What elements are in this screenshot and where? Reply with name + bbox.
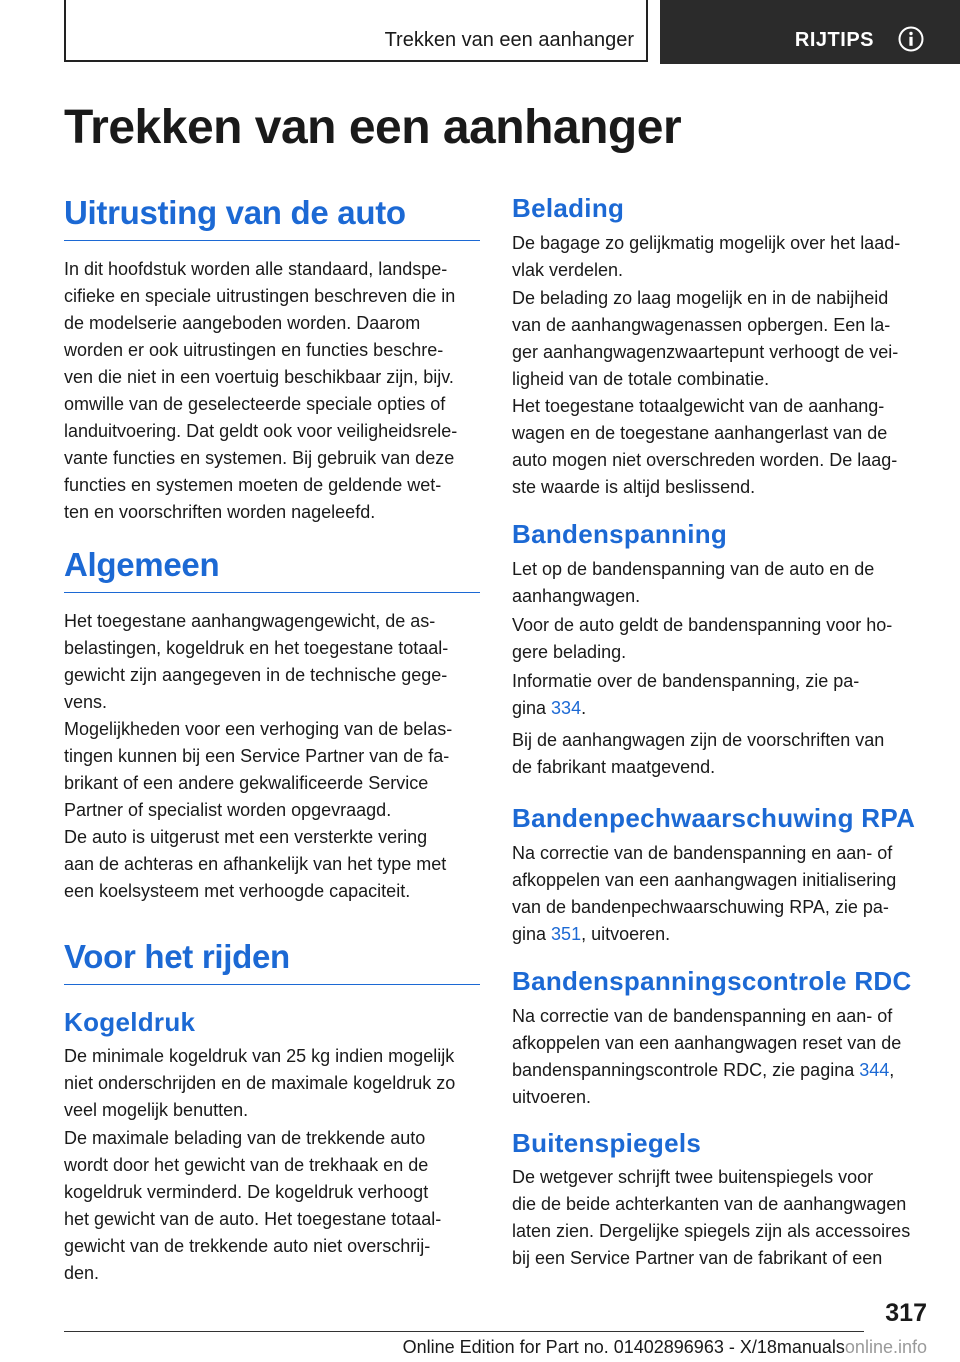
chapter-tab[interactable]: [660, 0, 960, 64]
paragraph-kogeldruk-1: De minimale kogeldruk van 25 kg indien mogelijk niet onderschrijden en de maximale kogeldruk zo veel mogelijk benutten.: [64, 1046, 456, 1120]
paragraph-bandenspanning-1: Let op de bandenspanning van de auto en de aanhangwagen.: [512, 559, 875, 606]
info-icon: [898, 26, 924, 52]
paragraph-belading-2: De belading zo laag mogelijk en in de nabijheid van de aanhangwagenassen opbergen. Een la- ger aanhangwagenzwaartepunt verhoogt de vei- ligheid van de totale combinatie.: [512, 288, 899, 389]
running-header: [64, 0, 648, 62]
paragraph-buitenspiegels: De wetgever schrijft twee buitenspiegels voor die de beide achterkanten van de aanhangwagen laten zien. Dergelijke spiegels zijn als accessoires bij een Service Partner van de fabrikant of een: [512, 1167, 911, 1268]
paragraph-algemeen-1: Het toegestane aanhangwagengewicht, de as- belastingen, kogeldruk en het toegestane totaal- gewicht zijn aangegeven in de technische gege- vens.: [64, 611, 449, 712]
paragraph-belading-1: De bagage zo gelijkmatig mogelijk over het laad- vlak verdelen.: [512, 233, 901, 280]
heading-rpa: Bandenpechwaarschuwing RPA: [512, 803, 916, 833]
page-title: Trekken van een aanhanger: [64, 101, 682, 154]
heading-bandenspanning: Bandenspanning: [512, 519, 728, 549]
heading-buitenspiegels: Buitenspiegels: [512, 1128, 702, 1158]
watermark-online: online.info: [844, 1337, 927, 1357]
heading-uitrusting: Uitrusting van de auto: [64, 194, 480, 241]
paragraph-bandenspanning-3: Informatie over de bandenspanning, zie pa- gina 334.: [512, 671, 860, 718]
chapter-tab-label: RIJTIPS: [794, 29, 874, 51]
page-link-351[interactable]: 351: [551, 924, 582, 944]
running-header-title: Trekken van een aanhanger: [384, 29, 634, 51]
paragraph-uitrusting: In dit hoofdstuk worden alle standaard, landspe- cifieke en speciale uitrustingen beschreven die in de modelserie aangeboden worden. Daarom worden er ook uitrustingen en functies beschre- ven die niet in een voertuig beschikbaar zijn, bijv. omwille van de geselecteerde speciale opties of landuitvoering. Dat geldt ook voor veiligheidsrele- vante functies en systemen. Bij gebruik van deze functies en systemen moeten de geldende wet- ten en voorschriften worden nageleefd.: [64, 259, 458, 522]
page-link-344[interactable]: 344: [859, 1060, 890, 1080]
paragraph-bandenspanning-4: Bij de aanhangwagen zijn de voorschriften van de fabrikant maatgevend.: [512, 730, 885, 777]
heading-kogeldruk: Kogeldruk: [64, 1007, 196, 1037]
watermark-manuals: manuals: [776, 1337, 845, 1357]
footer-edition: [403, 1337, 927, 1358]
page-link-334[interactable]: 334: [551, 698, 582, 718]
paragraph-kogeldruk-2: De maximale belading van de trekkende auto wordt door het gewicht van de trekhaak en de kogeldruk verminderd. De kogeldruk verhoogt het gewicht van de auto. Het toegestane totaal- gewicht van de trekkende auto niet overschrij- den.: [64, 1128, 442, 1283]
heading-voor-het-rijden: Voor het rijden: [64, 938, 480, 985]
paragraph-rpa: Na correctie van de bandenspanning en aan- of afkoppelen van een aanhangwagen initialisering van de bandenpechwaarschuwing RPA, zie pa- gina 351, uitvoeren.: [512, 843, 897, 944]
paragraph-algemeen-3: De auto is uitgerust met een versterkte vering aan de achteras en afhankelijk van het type met een koelsysteem met verhoogde capaciteit.: [64, 827, 447, 901]
page-number: 317: [885, 1299, 927, 1327]
paragraph-rdc: Na correctie van de bandenspanning en aan- of afkoppelen van een aanhangwagen reset van de bandenspanningscontrole RDC, zie pagina 344, uitvoeren.: [512, 1006, 902, 1107]
paragraph-belading-3: Het toegestane totaalgewicht van de aanhang- wagen en de toegestane aanhangerlast van de auto mogen niet overschreden worden. De laag- ste waarde is altijd beslissend.: [512, 396, 898, 497]
heading-algemeen: Algemeen: [64, 546, 480, 593]
footer-divider: [64, 1331, 864, 1332]
edition-text: Online Edition for Part no. 01402896963 - X/18: [402, 1337, 777, 1357]
paragraph-algemeen-2: Mogelijkheden voor een verhoging van de belas- tingen kunnen bij een Service Partner van de fa- brikant of een andere gekwalificeerde Service Partner of specialist worden opgevraagd.: [64, 719, 453, 820]
heading-belading: Belading: [512, 193, 625, 223]
paragraph-bandenspanning-2: Voor de auto geldt de bandenspanning voor ho- gere belading.: [512, 615, 893, 662]
heading-rdc: Bandenspanningscontrole RDC: [512, 966, 912, 996]
